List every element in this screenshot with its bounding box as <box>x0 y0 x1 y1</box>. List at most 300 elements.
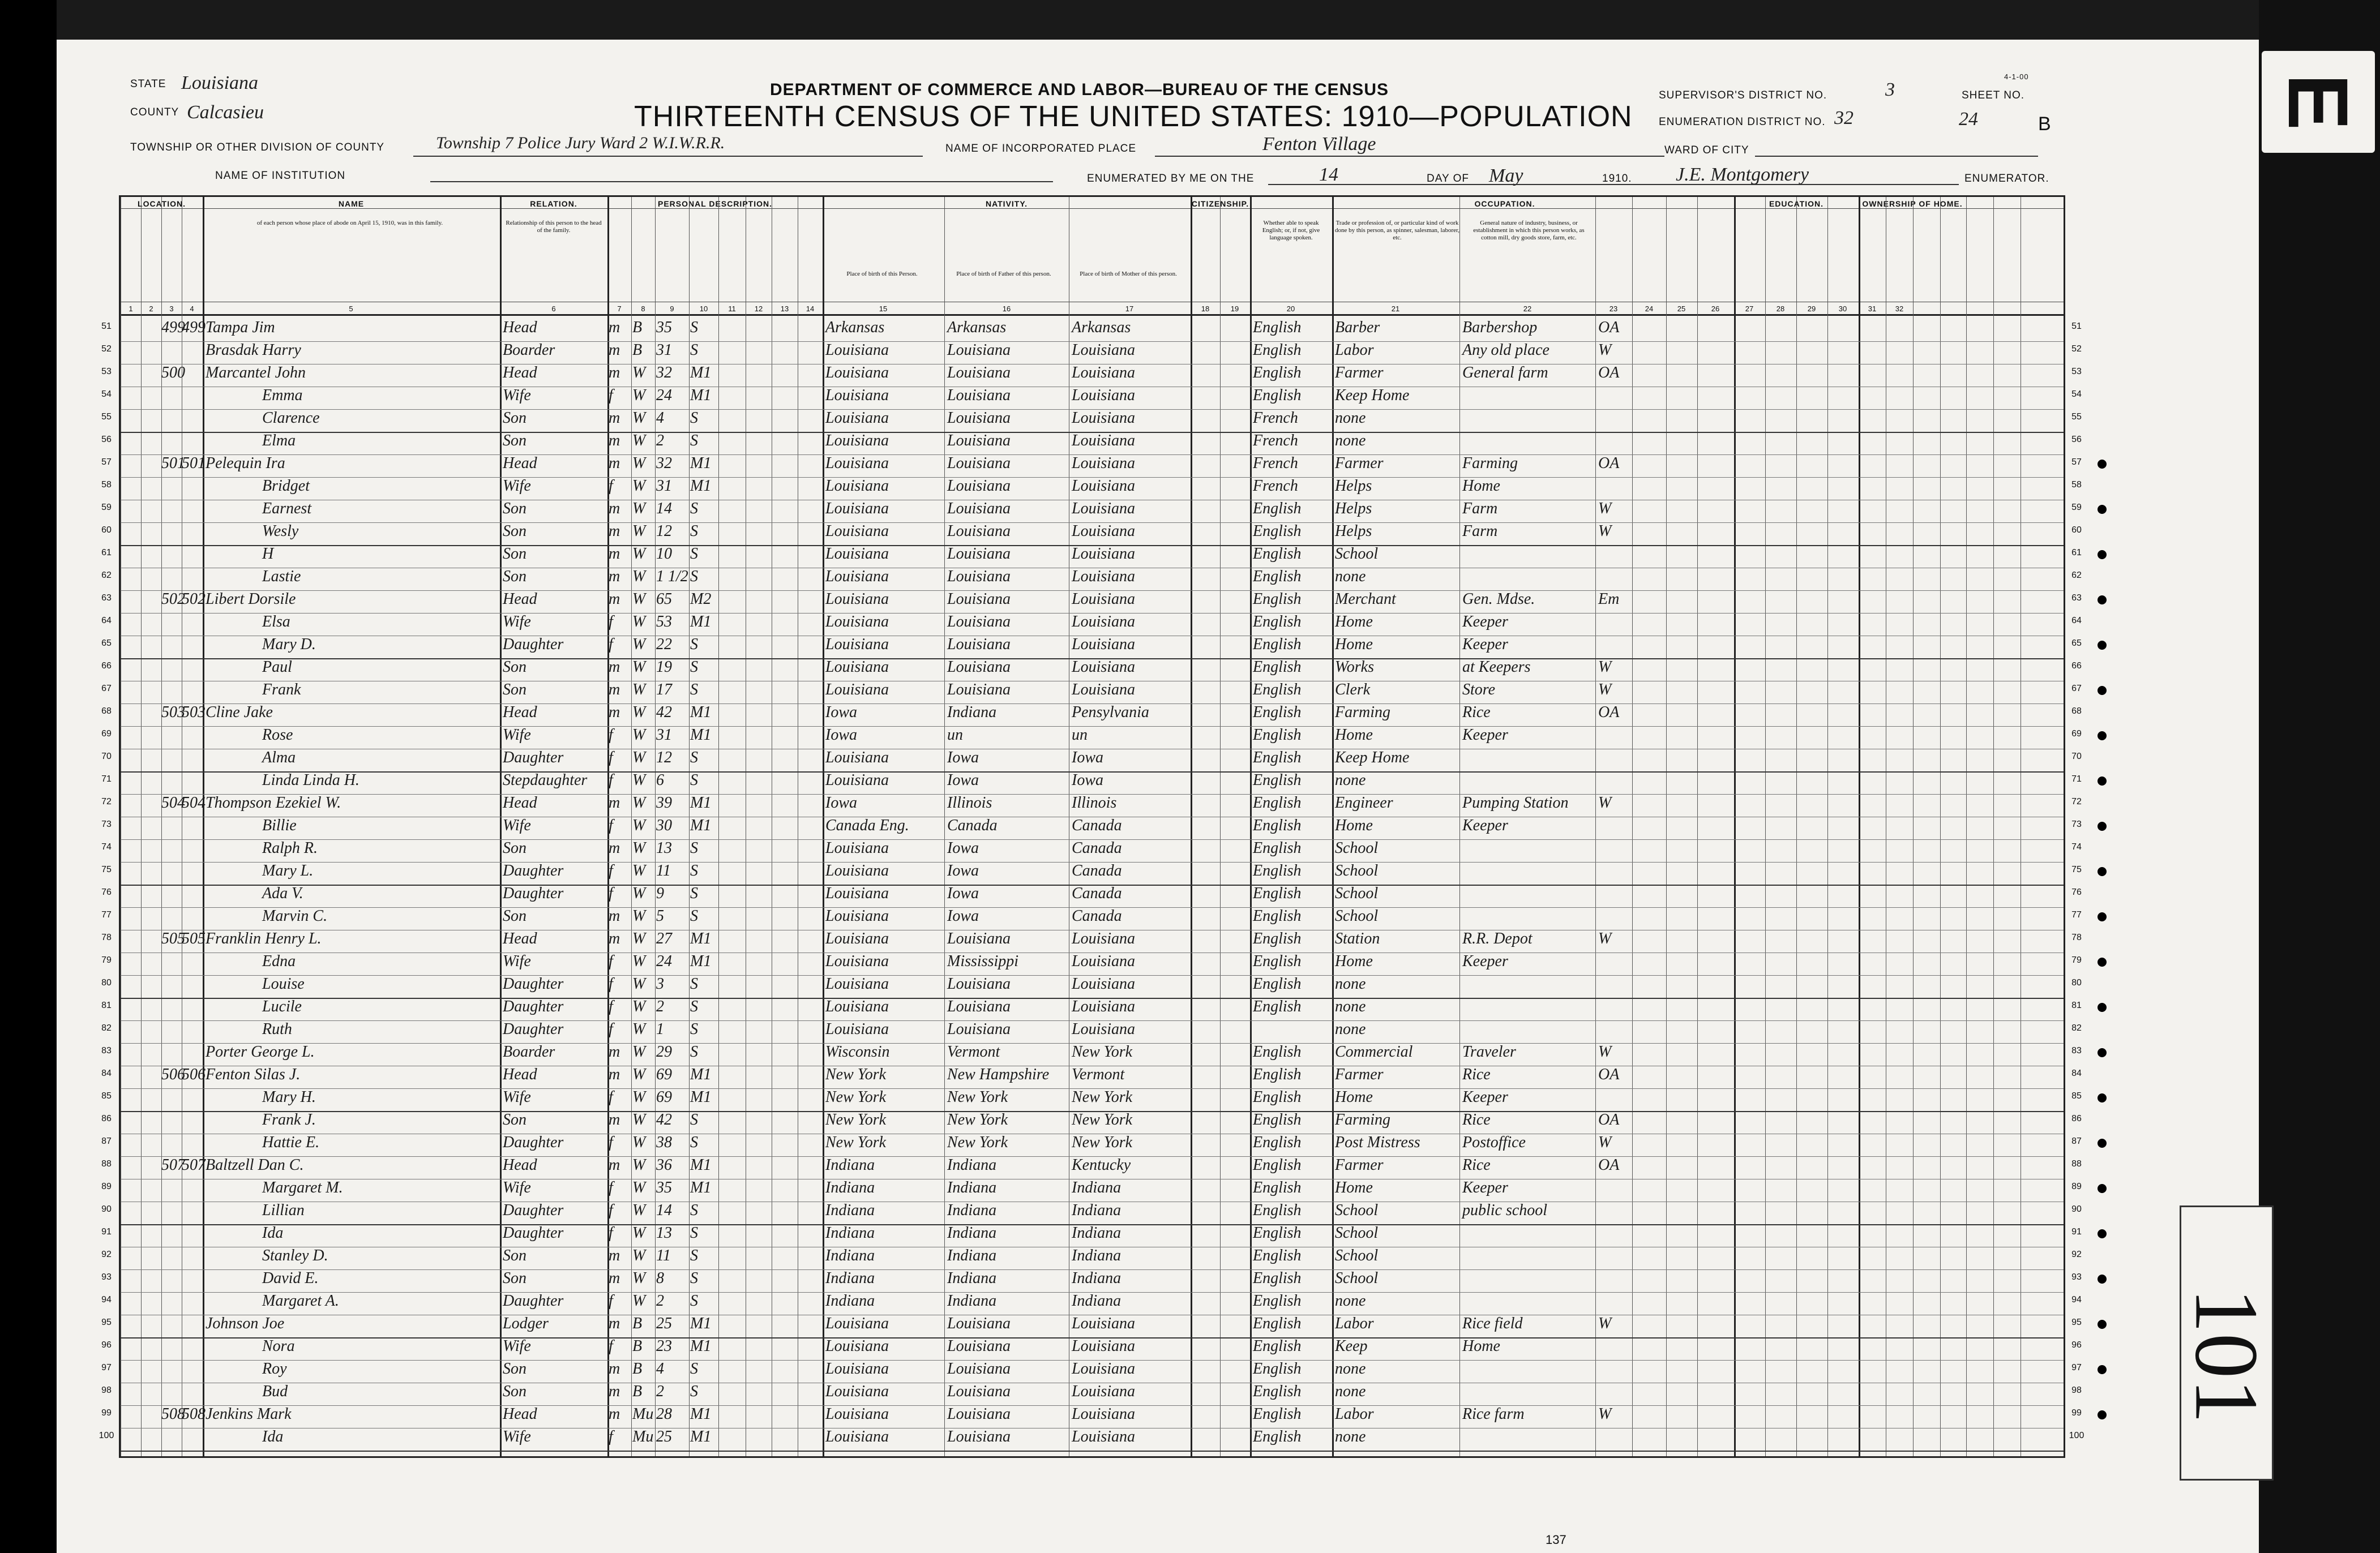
family-cell: 504 <box>182 794 206 812</box>
line-number-left: 89 <box>101 1182 112 1191</box>
age-cell: 69 <box>656 1088 672 1106</box>
birth-cell: Louisiana <box>825 545 889 563</box>
line-number-right: 91 <box>2071 1227 2082 1237</box>
relation-cell: Wife <box>503 1428 531 1445</box>
column-number: 15 <box>879 304 888 313</box>
relation-cell: Daughter <box>503 1134 564 1151</box>
age-cell: 6 <box>656 771 664 789</box>
race-cell: W <box>632 1292 646 1310</box>
family-cell: 507 <box>182 1156 206 1174</box>
dwelling-cell: 507 <box>161 1156 185 1174</box>
table-row <box>121 568 2064 589</box>
relation-cell: Head <box>503 930 537 947</box>
birth-cell: Canada Eng. <box>825 817 909 834</box>
emp-cell <box>1598 1269 1632 1290</box>
name-cell: Ruth <box>262 1020 292 1038</box>
table-row <box>121 1088 2064 1109</box>
mother-cell: Iowa <box>1072 749 1103 766</box>
race-cell: W <box>632 862 646 880</box>
table-row <box>121 1315 2064 1336</box>
line-number-left: 53 <box>101 367 112 376</box>
language-cell: English <box>1253 794 1302 812</box>
mother-cell: Indiana <box>1072 1202 1121 1219</box>
age-cell: 53 <box>656 613 672 630</box>
race-cell: W <box>632 1020 646 1038</box>
punch-hole <box>2098 1275 2107 1284</box>
family-cell <box>182 1269 203 1290</box>
marital-cell: S <box>690 432 698 449</box>
marital-cell: S <box>690 1247 698 1264</box>
mother-cell: Louisiana <box>1072 613 1136 630</box>
punch-hole <box>2098 641 2107 650</box>
industry-cell: General farm <box>1462 364 1548 381</box>
line-number-right: 79 <box>2071 955 2082 965</box>
family-cell <box>182 1043 203 1064</box>
column-number: 32 <box>1895 304 1904 313</box>
trade-cell: Farming <box>1335 703 1390 721</box>
birth-cell: Indiana <box>825 1247 875 1264</box>
name-cell: Paul <box>262 658 292 676</box>
birth-cell: Arkansas <box>825 319 885 336</box>
father-cell: Louisiana <box>947 998 1011 1015</box>
language-cell: English <box>1253 1405 1302 1423</box>
line-number-right: 80 <box>2071 978 2082 988</box>
race-cell: W <box>632 658 646 676</box>
birth-cell: Louisiana <box>825 907 889 925</box>
age-cell: 65 <box>656 590 672 608</box>
dwelling-cell: 508 <box>161 1405 185 1423</box>
sex-cell: m <box>609 409 620 427</box>
age-cell: 2 <box>656 1383 664 1400</box>
line-number-left: 70 <box>101 752 112 761</box>
table-row <box>121 364 2064 385</box>
line-number-right: 74 <box>2071 842 2082 852</box>
line-number-left: 86 <box>101 1114 112 1123</box>
table-row <box>121 545 2064 566</box>
line-number-right: 60 <box>2071 525 2082 535</box>
language-cell: English <box>1253 771 1302 789</box>
emp-cell: W <box>1598 522 1612 540</box>
birth-cell: Louisiana <box>825 839 889 857</box>
line-number-left: 69 <box>101 729 112 739</box>
line-number-right: 55 <box>2071 412 2082 422</box>
relation-cell: Son <box>503 409 526 427</box>
birth-cell: Louisiana <box>825 998 889 1015</box>
marital-cell: S <box>690 998 698 1015</box>
state-label: STATE <box>130 78 166 90</box>
punch-hole <box>2098 912 2107 921</box>
mother-cell: Louisiana <box>1072 477 1136 495</box>
group-citizenship: CITIZENSHIP. <box>1191 199 1249 208</box>
sex-cell: m <box>609 658 620 676</box>
mother-cell: Louisiana <box>1072 590 1136 608</box>
sex-cell: f <box>609 1179 613 1196</box>
industry-cell <box>1462 1428 1595 1449</box>
father-cell: Louisiana <box>947 1383 1011 1400</box>
line-number-left: 83 <box>101 1046 112 1056</box>
father-cell: Indiana <box>947 1202 997 1219</box>
line-number-right: 92 <box>2071 1250 2082 1259</box>
birth-cell: Louisiana <box>825 1020 889 1038</box>
column-number: 25 <box>1677 304 1686 313</box>
relation-cell: Wife <box>503 613 531 630</box>
line-number-left: 93 <box>101 1272 112 1282</box>
mother-cell: Louisiana <box>1072 500 1136 517</box>
trade-cell: none <box>1335 1383 1366 1400</box>
industry-cell: Farming <box>1462 454 1518 472</box>
table-row <box>121 1383 2064 1404</box>
line-number-left: 62 <box>101 570 112 580</box>
family-cell <box>182 658 203 679</box>
industry-cell: Keeper <box>1462 636 1508 653</box>
industry-cell <box>1462 998 1595 1019</box>
line-number-left: 75 <box>101 865 112 874</box>
race-cell: W <box>632 613 646 630</box>
name-cell: Ada V. <box>262 885 303 902</box>
trade-cell: Home <box>1335 613 1373 630</box>
birth-cell: Louisiana <box>825 1315 889 1332</box>
mother-cell: Louisiana <box>1072 930 1136 947</box>
race-cell: W <box>632 387 646 404</box>
dwelling-cell <box>161 477 182 498</box>
name-cell: Tampa Jim <box>206 319 275 336</box>
birth-cell: Indiana <box>825 1224 875 1242</box>
dwelling-cell <box>161 432 182 453</box>
age-cell: 25 <box>656 1428 672 1445</box>
relation-cell: Son <box>503 907 526 925</box>
industry-cell <box>1462 545 1595 566</box>
emp-cell <box>1598 1202 1632 1222</box>
trade-cell: Helps <box>1335 500 1372 517</box>
line-number-right: 82 <box>2071 1023 2082 1033</box>
language-cell: English <box>1253 1247 1302 1264</box>
ward-label: WARD OF CITY <box>1664 144 1749 156</box>
marital-cell: M1 <box>690 364 712 381</box>
township-value: Township 7 Police Jury Ward 2 W.I.W.R.R. <box>436 134 725 152</box>
line-number-left: 87 <box>101 1136 112 1146</box>
relation-cell: Son <box>503 500 526 517</box>
mother-cell: Louisiana <box>1072 1315 1136 1332</box>
relation-cell: Daughter <box>503 749 564 766</box>
birth-cell: Louisiana <box>825 862 889 880</box>
language-cell: English <box>1253 1428 1302 1445</box>
sex-cell: m <box>609 522 620 540</box>
column-number: 29 <box>1807 304 1816 313</box>
group-ownership: OWNERSHIP OF HOME. <box>1862 199 1963 208</box>
table-row <box>121 1179 2064 1200</box>
group-relation: RELATION. <box>530 199 577 208</box>
line-number-right: 89 <box>2071 1182 2082 1191</box>
dwelling-cell: 501 <box>161 454 185 472</box>
table-row <box>121 1202 2064 1222</box>
father-cell: Illinois <box>947 794 992 812</box>
punch-hole <box>2098 1229 2107 1238</box>
name-cell: Ralph R. <box>262 839 318 857</box>
table-row <box>121 794 2064 815</box>
race-cell: Mu <box>632 1405 654 1423</box>
trade-cell: Home <box>1335 953 1373 970</box>
group-education: EDUCATION. <box>1769 199 1824 208</box>
name-cell: Marcantel John <box>206 364 306 381</box>
age-cell: 30 <box>656 817 672 834</box>
name-cell: Emma <box>262 387 303 404</box>
line-number-right: 65 <box>2071 638 2082 648</box>
mother-cell: Indiana <box>1072 1269 1121 1287</box>
marital-cell: M1 <box>690 1088 712 1106</box>
race-cell: W <box>632 998 646 1015</box>
father-cell: Louisiana <box>947 613 1011 630</box>
family-cell <box>182 771 203 792</box>
father-cell: New Hampshire <box>947 1066 1050 1083</box>
relation-cell: Daughter <box>503 1292 564 1310</box>
marital-cell: M1 <box>690 1066 712 1083</box>
age-cell: 4 <box>656 409 664 427</box>
mother-cell: Louisiana <box>1072 1360 1136 1378</box>
language-cell: English <box>1253 1292 1302 1310</box>
birth-cell: Louisiana <box>825 1428 889 1445</box>
line-number-right: 90 <box>2071 1204 2082 1214</box>
marital-cell: M1 <box>690 1179 712 1196</box>
trade-header: Trade or profession of, or particular kind of work done by this person, as spinner, salesman, laborer, etc. <box>1335 220 1459 241</box>
age-cell: 35 <box>656 319 672 336</box>
family-cell <box>182 500 203 521</box>
form-number: 4-1-00 <box>2004 72 2029 81</box>
industry-cell <box>1462 409 1595 430</box>
industry-cell: Farm <box>1462 500 1498 517</box>
trade-cell: Labor <box>1335 1315 1374 1332</box>
column-number: 8 <box>641 304 645 313</box>
father-cell: Iowa <box>947 907 979 925</box>
sex-cell: f <box>609 998 613 1015</box>
line-number-left: 96 <box>101 1340 112 1350</box>
name-cell: Franklin Henry L. <box>206 930 322 947</box>
language-cell: English <box>1253 1179 1302 1196</box>
marital-cell: S <box>690 568 698 585</box>
language-cell: English <box>1253 658 1302 676</box>
mother-cell: Louisiana <box>1072 681 1136 698</box>
line-number-right: 70 <box>2071 752 2082 761</box>
age-cell: 27 <box>656 930 672 947</box>
industry-cell <box>1462 1020 1595 1041</box>
language-cell: English <box>1253 703 1302 721</box>
father-cell: un <box>947 726 963 744</box>
line-number-right: 75 <box>2071 865 2082 874</box>
dwelling-cell <box>161 1315 182 1336</box>
relation-cell: Son <box>503 522 526 540</box>
mother-cell: Canada <box>1072 885 1122 902</box>
age-cell: 9 <box>656 885 664 902</box>
family-cell <box>182 998 203 1019</box>
sex-cell: m <box>609 432 620 449</box>
name-cell: Thompson Ezekiel W. <box>206 794 341 812</box>
dwelling-cell <box>161 658 182 679</box>
column-number: 7 <box>617 304 622 313</box>
dwelling-cell <box>161 681 182 702</box>
family-cell <box>182 432 203 453</box>
month-value: May <box>1489 165 1523 186</box>
line-number-left: 99 <box>101 1408 112 1418</box>
table-row <box>121 319 2064 340</box>
language-cell: English <box>1253 1202 1302 1219</box>
father-cell: Louisiana <box>947 636 1011 653</box>
relation-cell: Wife <box>503 1179 531 1196</box>
table-row <box>121 522 2064 543</box>
race-cell: W <box>632 545 646 563</box>
father-cell: Arkansas <box>947 319 1007 336</box>
line-number-left: 67 <box>101 684 112 693</box>
father-cell: Indiana <box>947 1156 997 1174</box>
punch-hole <box>2098 1410 2107 1419</box>
race-cell: W <box>632 817 646 834</box>
day-label: DAY OF <box>1427 173 1469 185</box>
race-cell: W <box>632 975 646 993</box>
emp-cell <box>1598 1179 1632 1200</box>
language-cell: English <box>1253 839 1302 857</box>
age-cell: 11 <box>656 1247 671 1264</box>
line-number-right: 73 <box>2071 820 2082 829</box>
mother-cell: Louisiana <box>1072 1428 1136 1445</box>
mother-cell: Louisiana <box>1072 636 1136 653</box>
birth-cell: Louisiana <box>825 1360 889 1378</box>
name-cell: Linda Linda H. <box>262 771 359 789</box>
name-cell: Ida <box>262 1428 284 1445</box>
sex-cell: m <box>609 1360 620 1378</box>
emp-cell <box>1598 613 1632 634</box>
mother-cell: Louisiana <box>1072 953 1136 970</box>
family-cell <box>182 1224 203 1245</box>
birth-cell: Louisiana <box>825 454 889 472</box>
race-cell: W <box>632 500 646 517</box>
table-row <box>121 817 2064 838</box>
trade-cell: Home <box>1335 1088 1373 1106</box>
emp-cell: OA <box>1598 703 1620 721</box>
father-cell: New York <box>947 1134 1008 1151</box>
father-cell: Indiana <box>947 1224 997 1242</box>
family-cell <box>182 545 203 566</box>
language-cell <box>1253 1020 1332 1041</box>
race-cell: W <box>632 1088 646 1106</box>
emp-cell: W <box>1598 1315 1612 1332</box>
line-number-left: 81 <box>101 1001 112 1010</box>
trade-cell: none <box>1335 771 1366 789</box>
mother-cell: Indiana <box>1072 1292 1121 1310</box>
age-cell: 14 <box>656 500 672 517</box>
county-value: Calcasieu <box>187 102 264 123</box>
father-cell: Louisiana <box>947 1360 1011 1378</box>
line-number-left: 95 <box>101 1318 112 1327</box>
line-number-right: 86 <box>2071 1114 2082 1123</box>
punch-hole <box>2098 731 2107 740</box>
table-row <box>121 998 2064 1019</box>
marital-cell: S <box>690 409 698 427</box>
emp-cell <box>1598 387 1632 407</box>
sex-cell: m <box>609 590 620 608</box>
line-number-left: 65 <box>101 638 112 648</box>
trade-cell: Labor <box>1335 341 1374 359</box>
ed-value: 32 <box>1834 108 1854 128</box>
line-number-right: 67 <box>2071 684 2082 693</box>
ward-underline <box>1755 156 2038 157</box>
marital-cell: M1 <box>690 1405 712 1423</box>
industry-cell: Home <box>1462 1337 1500 1355</box>
line-number-left: 79 <box>101 955 112 965</box>
punch-hole <box>2098 550 2107 559</box>
column-number: 21 <box>1391 304 1400 313</box>
family-cell <box>182 1202 203 1222</box>
relation-cell: Head <box>503 1156 537 1174</box>
table-row <box>121 409 2064 430</box>
father-cell: Louisiana <box>947 364 1011 381</box>
emp-cell <box>1598 1292 1632 1313</box>
census-table <box>119 195 2065 1458</box>
industry-cell <box>1462 1224 1595 1245</box>
race-cell: W <box>632 907 646 925</box>
name-cell: Elsa <box>262 613 290 630</box>
line-number-left: 74 <box>101 842 112 852</box>
sex-cell: m <box>609 907 620 925</box>
name-cell: Cline Jake <box>206 703 273 721</box>
relation-cell: Head <box>503 590 537 608</box>
line-number-right: 64 <box>2071 616 2082 625</box>
family-cell <box>182 1337 203 1358</box>
dwelling-cell <box>161 1020 182 1041</box>
race-cell: W <box>632 568 646 585</box>
industry-cell <box>1462 1360 1595 1381</box>
mother-cell: Indiana <box>1072 1179 1121 1196</box>
marital-cell: S <box>690 1360 698 1378</box>
line-number-right: 94 <box>2071 1295 2082 1305</box>
language-cell: English <box>1253 1111 1302 1129</box>
name-cell: Earnest <box>262 500 312 517</box>
punch-hole <box>2098 822 2107 831</box>
family-cell <box>182 364 203 385</box>
mother-cell: un <box>1072 726 1088 744</box>
emp-cell <box>1598 1337 1632 1358</box>
name-cell: Marvin C. <box>262 907 328 925</box>
name-cell: Bud <box>262 1383 288 1400</box>
marital-cell: S <box>690 500 698 517</box>
line-number-left: 73 <box>101 820 112 829</box>
marital-cell: S <box>690 1269 698 1287</box>
mother-cell: Indiana <box>1072 1247 1121 1264</box>
industry-cell: Store <box>1462 681 1496 698</box>
enumerator-underline <box>1268 184 1959 185</box>
language-cell: English <box>1253 568 1302 585</box>
dwelling-cell <box>161 749 182 770</box>
age-cell: 31 <box>656 477 672 495</box>
line-number-left: 92 <box>101 1250 112 1259</box>
race-cell: W <box>632 839 646 857</box>
marital-cell: M2 <box>690 590 712 608</box>
marital-cell: S <box>690 681 698 698</box>
relation-cell: Stepdaughter <box>503 771 588 789</box>
trade-cell: Farmer <box>1335 364 1384 381</box>
age-cell: 24 <box>656 387 672 404</box>
line-number-right: 69 <box>2071 729 2082 739</box>
language-cell: English <box>1253 1088 1302 1106</box>
sex-cell: f <box>609 1134 613 1151</box>
line-number-right: 68 <box>2071 706 2082 716</box>
industry-cell: Home <box>1462 477 1500 495</box>
marital-cell: S <box>690 749 698 766</box>
punch-hole <box>2098 1048 2107 1057</box>
race-cell: W <box>632 885 646 902</box>
emp-cell: OA <box>1598 364 1620 381</box>
emp-cell <box>1598 477 1632 498</box>
age-cell: 25 <box>656 1315 672 1332</box>
name-cell: Edna <box>262 953 296 970</box>
birth-cell: Indiana <box>825 1179 875 1196</box>
